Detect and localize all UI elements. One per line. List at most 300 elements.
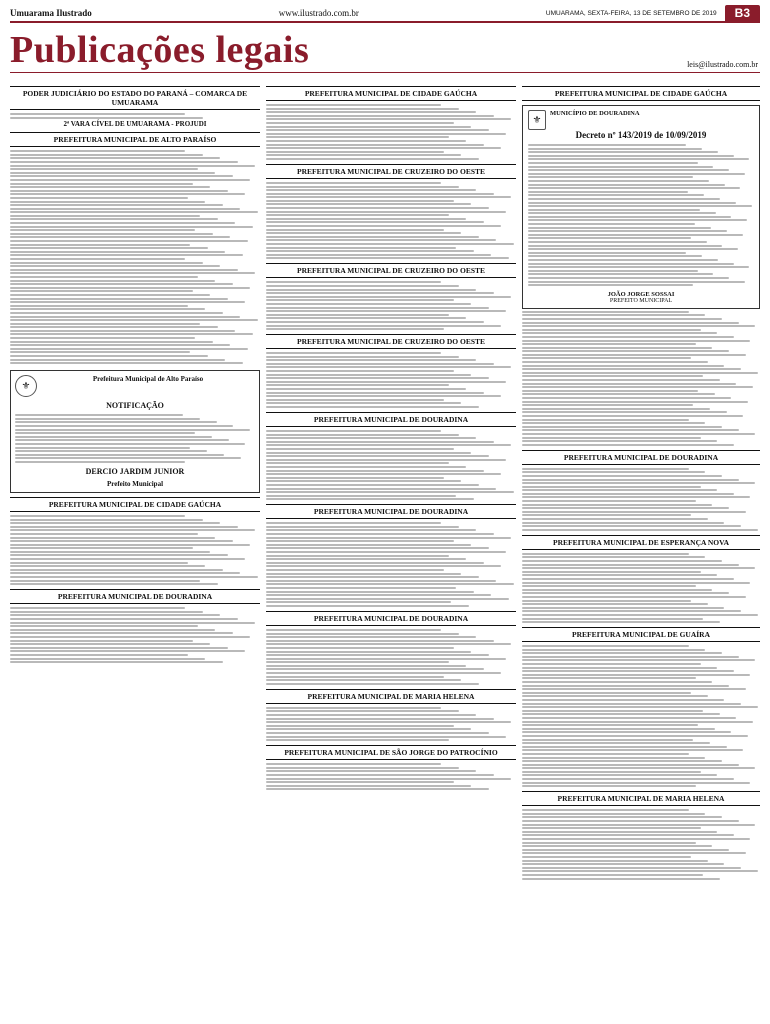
text-line — [266, 540, 454, 542]
text-line — [522, 860, 708, 862]
text-line — [522, 486, 701, 488]
text-line — [522, 764, 739, 766]
text-line — [522, 343, 696, 345]
text-line — [528, 277, 729, 279]
text-line — [528, 169, 729, 171]
text-line — [10, 150, 185, 152]
text-line — [266, 480, 461, 482]
text-line — [522, 411, 727, 413]
text-line — [528, 237, 691, 239]
text-line — [266, 551, 506, 553]
text-line — [522, 375, 703, 377]
text-line — [10, 533, 198, 535]
text-line — [522, 511, 746, 513]
text-line — [266, 767, 459, 769]
text-line — [10, 262, 203, 264]
section-heading: PREFEITURA MUNICIPAL DE ALTO PARAÍSO — [10, 132, 260, 147]
text-line — [266, 526, 459, 528]
text-line — [266, 770, 476, 772]
text-line — [528, 166, 713, 168]
text-line — [522, 401, 748, 403]
text-line — [10, 618, 238, 620]
text-line — [522, 827, 701, 829]
text-line — [522, 603, 708, 605]
text-line — [528, 255, 702, 257]
text-line — [522, 735, 748, 737]
text-line — [522, 426, 722, 428]
text-line — [266, 303, 471, 305]
text-line — [10, 265, 220, 267]
section-heading: PREFEITURA MUNICIPAL DE CRUZEIRO DO OESTE — [266, 334, 516, 349]
text-line — [10, 233, 213, 235]
text-line — [522, 404, 693, 406]
text-line — [266, 477, 444, 479]
text-line — [266, 225, 501, 227]
section-heading: PREFEITURA MUNICIPAL DE MARIA HELENA — [266, 689, 516, 704]
text-line — [10, 572, 240, 574]
text-line — [266, 317, 466, 319]
text-line — [10, 337, 195, 339]
text-line — [10, 330, 235, 332]
text-line — [15, 425, 233, 427]
text-line — [522, 753, 689, 755]
section-heading: 2ª VARA CÍVEL DE UMUARAMA - PROJUDI — [63, 120, 207, 129]
text-line — [528, 230, 727, 232]
text-line — [266, 728, 471, 730]
text-line — [266, 583, 514, 585]
text-line — [522, 336, 734, 338]
text-line — [522, 785, 696, 787]
text-line — [10, 294, 210, 296]
text-line — [522, 314, 705, 316]
text-line — [522, 444, 734, 446]
text-line — [266, 651, 471, 653]
text-line — [528, 270, 698, 272]
text-line — [522, 849, 729, 851]
text-line — [522, 571, 701, 573]
text-line — [10, 647, 228, 649]
coat-of-arms-icon: ⚜ — [15, 375, 37, 397]
text-line — [522, 767, 755, 769]
text-line — [10, 654, 188, 656]
text-line — [522, 645, 689, 647]
text-line — [522, 699, 724, 701]
text-line — [266, 533, 494, 535]
text-line — [266, 115, 494, 117]
text-line — [522, 437, 701, 439]
text-line — [266, 299, 454, 301]
text-line — [528, 263, 734, 265]
column-right — [522, 82, 760, 1016]
text-line — [10, 565, 205, 567]
text-line — [522, 610, 741, 612]
text-line — [266, 725, 454, 727]
text-line — [10, 226, 253, 228]
text-line — [10, 607, 185, 609]
text-line — [10, 569, 223, 571]
text-line — [522, 724, 698, 726]
text-line — [10, 272, 255, 274]
text-line — [266, 594, 491, 596]
masthead — [10, 6, 760, 20]
text-line — [522, 393, 715, 395]
text-line — [528, 273, 713, 275]
text-line — [10, 190, 228, 192]
notification-box — [10, 370, 260, 493]
text-line — [522, 674, 750, 676]
text-line — [266, 498, 474, 500]
text-line — [266, 366, 511, 368]
text-line — [266, 406, 479, 408]
text-line — [266, 462, 449, 464]
text-line — [266, 203, 471, 205]
text-line — [10, 113, 185, 115]
text-line — [10, 312, 223, 314]
text-line — [522, 354, 746, 356]
text-line — [266, 643, 511, 645]
text-line — [10, 316, 240, 318]
text-line — [266, 672, 501, 674]
text-line — [10, 154, 203, 156]
text-line — [522, 816, 722, 818]
text-line — [10, 632, 233, 634]
text-line — [522, 368, 741, 370]
text-line — [528, 209, 700, 211]
text-line — [266, 785, 471, 787]
text-line — [522, 475, 722, 477]
text-line — [266, 598, 509, 600]
text-line — [266, 647, 454, 649]
text-line — [10, 240, 248, 242]
text-line — [10, 341, 213, 343]
text-line — [266, 529, 476, 531]
text-line — [10, 643, 210, 645]
text-line — [10, 359, 225, 361]
text-line — [266, 296, 511, 298]
text-line — [15, 454, 224, 456]
text-line — [528, 248, 738, 250]
website-link[interactable]: www.ilustrado.com.br — [278, 8, 359, 18]
text-line — [15, 439, 229, 441]
text-line — [266, 633, 459, 635]
text-line — [266, 239, 496, 241]
text-line — [10, 576, 258, 578]
text-line — [266, 140, 466, 142]
text-line — [266, 281, 441, 283]
text-line — [10, 333, 253, 335]
text-line — [10, 562, 188, 564]
page-number-badge: B3 — [725, 5, 760, 21]
text-line — [266, 668, 484, 670]
text-line — [522, 824, 755, 826]
text-line — [15, 436, 212, 438]
text-line — [266, 459, 506, 461]
text-line — [266, 229, 444, 231]
text-line — [266, 732, 489, 734]
text-line — [528, 219, 747, 221]
text-line — [522, 422, 705, 424]
text-line — [528, 191, 688, 193]
text-line — [528, 148, 702, 150]
text-line — [522, 365, 724, 367]
text-line — [10, 355, 208, 357]
text-line — [10, 172, 215, 174]
section-heading: PREFEITURA MUNICIPAL DE CRUZEIRO DO OESTE — [266, 164, 516, 179]
text-line — [10, 204, 223, 206]
text-line — [266, 587, 456, 589]
notification-title: NOTIFICAÇÃO — [106, 401, 164, 411]
text-line — [522, 504, 712, 506]
text-line — [528, 245, 722, 247]
text-line — [522, 878, 720, 880]
text-line — [266, 484, 479, 486]
text-line — [266, 158, 479, 160]
text-line — [15, 443, 245, 445]
text-line — [266, 679, 461, 681]
text-line — [266, 392, 484, 394]
text-line — [522, 350, 729, 352]
text-line — [522, 589, 712, 591]
text-line — [522, 820, 739, 822]
text-line — [266, 488, 496, 490]
text-line — [522, 649, 705, 651]
contact-email[interactable]: leis@ilustrado.com.br — [687, 60, 758, 69]
text-line — [522, 809, 689, 811]
text-line — [266, 491, 514, 493]
text-line — [10, 218, 218, 220]
text-line — [266, 374, 471, 376]
text-line — [266, 356, 459, 358]
text-line — [522, 585, 696, 587]
text-line — [522, 325, 755, 327]
text-line — [528, 198, 720, 200]
text-line — [266, 558, 466, 560]
text-line — [522, 757, 705, 759]
text-line — [10, 658, 205, 660]
text-line — [266, 221, 484, 223]
text-line — [10, 251, 225, 253]
text-line — [522, 372, 758, 374]
text-line — [522, 728, 715, 730]
text-line — [10, 522, 220, 524]
text-line — [15, 457, 241, 459]
text-line — [522, 695, 708, 697]
text-line — [266, 547, 489, 549]
text-line — [522, 529, 758, 531]
text-line — [522, 383, 736, 385]
text-line — [522, 471, 705, 473]
text-line — [522, 774, 717, 776]
section-heading: PREFEITURA MUNICIPAL DE DOURADINA — [266, 412, 516, 427]
text-line — [528, 259, 718, 261]
text-line — [266, 441, 494, 443]
text-line — [266, 289, 476, 291]
text-line — [266, 437, 476, 439]
decree-municipality: MUNICÍPIO DE DOURADINA — [550, 110, 640, 117]
text-line — [10, 640, 193, 642]
text-line — [266, 186, 459, 188]
text-line — [15, 432, 195, 434]
text-line — [528, 180, 709, 182]
text-line — [10, 580, 200, 582]
text-line — [522, 596, 746, 598]
text-line — [266, 402, 461, 404]
text-line — [522, 713, 720, 715]
text-line — [522, 514, 691, 516]
text-line — [15, 418, 200, 420]
text-line — [266, 370, 454, 372]
text-line — [10, 208, 240, 210]
text-line — [10, 661, 223, 663]
masthead-right — [546, 5, 760, 21]
newspaper-name: Umuarama Ilustrado — [10, 8, 92, 18]
text-line — [266, 352, 441, 354]
text-line — [266, 676, 444, 678]
text-line — [10, 529, 255, 531]
text-line — [266, 573, 461, 575]
text-line — [266, 466, 466, 468]
text-line — [266, 710, 459, 712]
text-line — [266, 250, 474, 252]
text-line — [266, 314, 449, 316]
text-line — [522, 813, 705, 815]
text-line — [266, 136, 449, 138]
text-line — [522, 340, 750, 342]
text-line — [266, 565, 501, 567]
notification-signer-role: Prefeito Municipal — [106, 479, 164, 488]
decree-title: Decreto nº 143/2019 de 10/09/2019 — [575, 130, 707, 140]
text-line — [15, 429, 250, 431]
text-line — [10, 179, 250, 181]
text-line — [266, 601, 451, 603]
section-heading: PREFEITURA MUNICIPAL DE CIDADE GAÚCHA — [10, 497, 260, 512]
text-line — [10, 229, 195, 231]
text-line — [528, 284, 693, 286]
text-line — [522, 618, 703, 620]
text-line — [10, 611, 203, 613]
text-line — [522, 659, 755, 661]
column-left — [10, 82, 260, 1016]
text-line — [10, 244, 190, 246]
text-line — [10, 117, 203, 119]
section-heading: PREFEITURA MUNICIPAL DE CIDADE GAÚCHA — [522, 86, 760, 101]
text-line — [266, 781, 454, 783]
text-line — [266, 470, 484, 472]
text-line — [266, 774, 494, 776]
text-line — [528, 194, 704, 196]
text-line — [15, 450, 207, 452]
text-line — [10, 186, 210, 188]
text-line — [522, 408, 710, 410]
text-line — [10, 254, 243, 256]
section-heading: PREFEITURA MUNICIPAL DE CIDADE GAÚCHA — [266, 86, 516, 101]
text-line — [522, 663, 701, 665]
text-line — [266, 328, 444, 330]
text-line — [15, 461, 185, 463]
text-line — [522, 332, 717, 334]
text-line — [266, 640, 494, 642]
text-line — [522, 386, 753, 388]
text-line — [10, 175, 233, 177]
text-line — [266, 292, 494, 294]
text-line — [528, 205, 752, 207]
text-line — [266, 144, 484, 146]
text-line — [522, 522, 724, 524]
text-line — [522, 311, 689, 313]
text-line — [266, 576, 479, 578]
text-line — [10, 247, 208, 249]
text-line — [266, 381, 506, 383]
text-line — [522, 652, 722, 654]
text-line — [266, 739, 449, 741]
text-line — [522, 838, 750, 840]
text-line — [522, 361, 708, 363]
text-line — [266, 363, 494, 365]
text-line — [522, 518, 708, 520]
text-line — [522, 500, 696, 502]
text-line — [522, 592, 729, 594]
text-line — [266, 444, 511, 446]
masthead-rule — [10, 21, 760, 23]
text-line — [10, 629, 215, 631]
text-line — [528, 223, 695, 225]
text-line — [522, 322, 739, 324]
text-line — [10, 519, 203, 521]
text-line — [266, 788, 489, 790]
text-line — [10, 161, 238, 163]
text-line — [266, 359, 476, 361]
text-line — [266, 321, 484, 323]
text-line — [522, 771, 701, 773]
text-line — [522, 347, 712, 349]
text-line — [266, 721, 511, 723]
text-line — [10, 526, 238, 528]
text-line — [10, 305, 188, 307]
text-line — [10, 326, 218, 328]
text-line — [522, 667, 717, 669]
text-line — [10, 276, 198, 278]
text-line — [522, 621, 720, 623]
decree-box — [522, 105, 760, 309]
text-line — [266, 307, 489, 309]
text-line — [528, 173, 745, 175]
text-line — [266, 658, 506, 660]
text-line — [10, 183, 193, 185]
text-line — [522, 482, 755, 484]
text-line — [528, 144, 686, 146]
text-line — [522, 870, 758, 872]
text-line — [266, 214, 449, 216]
text-line — [522, 677, 696, 679]
text-line — [10, 348, 248, 350]
text-line — [10, 544, 250, 546]
text-line — [10, 319, 258, 321]
text-line — [522, 507, 729, 509]
text-line — [266, 399, 444, 401]
text-line — [266, 310, 506, 312]
text-line — [266, 661, 449, 663]
text-line — [266, 108, 459, 110]
text-line — [522, 415, 743, 417]
text-line — [266, 129, 489, 131]
text-line — [266, 154, 461, 156]
notification-header: Prefeitura Municipal de Alto Paraíso — [92, 375, 204, 384]
text-line — [266, 247, 456, 249]
section-heading: PREFEITURA MUNICIPAL DE SÃO JORGE DO PATROCÍNIO — [266, 745, 516, 760]
text-line — [266, 147, 501, 149]
text-line — [10, 197, 188, 199]
text-line — [522, 493, 734, 495]
